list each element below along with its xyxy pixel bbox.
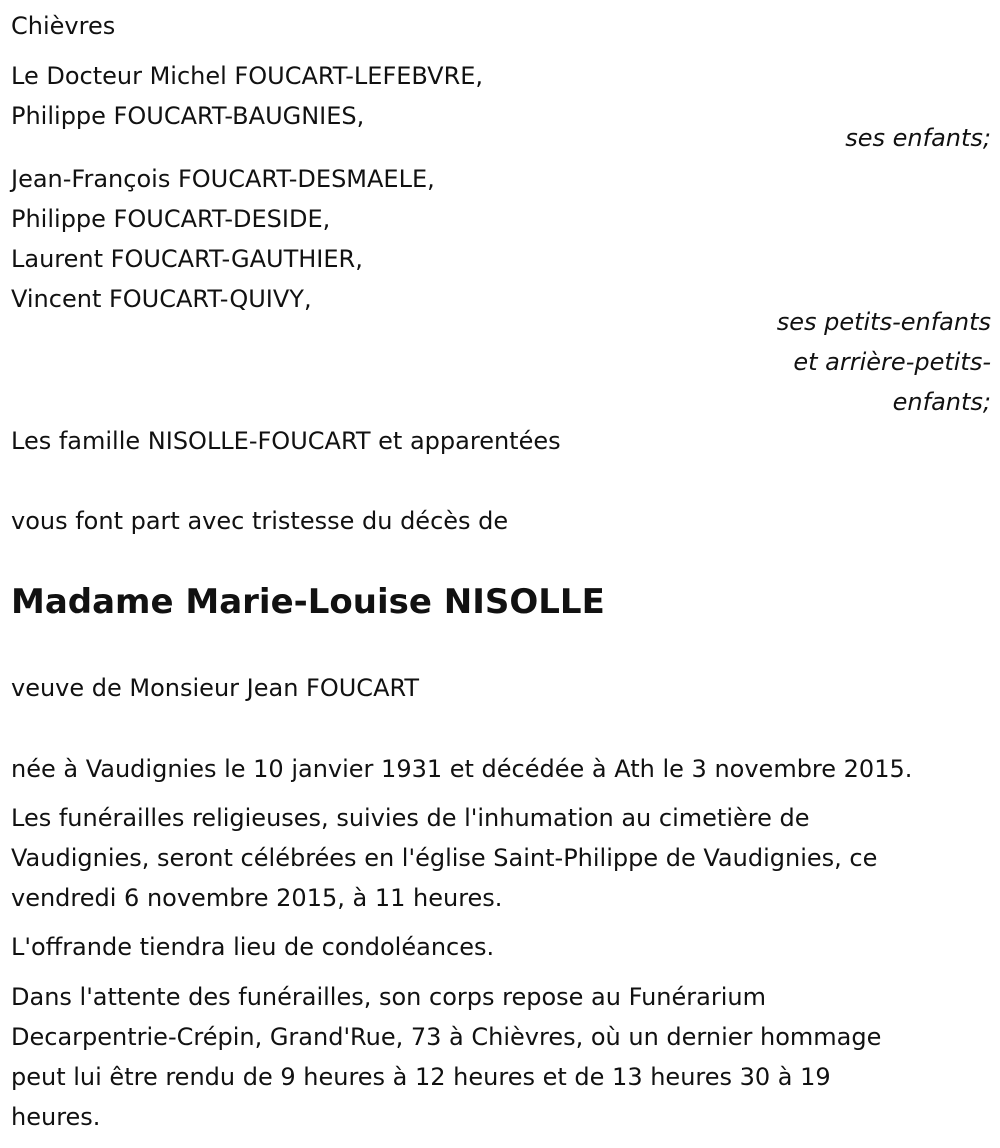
grandchildren-role-line-2: et arrière-petits- (793, 348, 991, 376)
visitation-line-3: peut lui être rendu de 9 heures à 12 heures et de 13 heures 30 à 19 (11, 1063, 831, 1091)
grandchild-name-1: Jean-François FOUCART-DESMAELE, (11, 165, 435, 193)
deceased-name: Madame Marie-Louise NISOLLE (11, 582, 605, 622)
grandchild-name-2: Philippe FOUCART-DESIDE, (11, 205, 331, 233)
visitation-line-4: heures. (11, 1103, 101, 1131)
visitation-line-2: Decarpentrie-Crépin, Grand'Rue, 73 à Chièvres, où un dernier hommage (11, 1023, 882, 1051)
grandchild-name-3: Laurent FOUCART-GAUTHIER, (11, 245, 363, 273)
visitation-line-1: Dans l'attente des funérailles, son corps repose au Funérarium (11, 983, 766, 1011)
child-name-2: Philippe FOUCART-BAUGNIES, (11, 102, 365, 130)
families-text: Les famille NISOLLE-FOUCART et apparentées (11, 427, 561, 455)
offering-text: L'offrande tiendra lieu de condoléances. (11, 933, 495, 961)
funeral-line-2: Vaudignies, seront célébrées en l'église Saint-Philippe de Vaudignies, ce (11, 844, 878, 872)
funeral-line-1: Les funérailles religieuses, suivies de l'inhumation au cimetière de (11, 804, 810, 832)
funeral-line-3: vendredi 6 novembre 2015, à 11 heures. (11, 884, 503, 912)
children-role: ses enfants; (845, 124, 991, 152)
widow-of-text: veuve de Monsieur Jean FOUCART (11, 674, 420, 702)
announcement-text: vous font part avec tristesse du décès de (11, 507, 509, 535)
birth-death-text: née à Vaudignies le 10 janvier 1931 et décédée à Ath le 3 novembre 2015. (11, 755, 913, 783)
grandchild-name-4: Vincent FOUCART-QUIVY, (11, 285, 312, 313)
grandchildren-role-line-3: enfants; (892, 388, 991, 416)
grandchildren-role-line-1: ses petits-enfants (776, 308, 991, 336)
child-name-1: Le Docteur Michel FOUCART-LEFEBVRE, (11, 62, 484, 90)
location-text: Chièvres (11, 12, 116, 40)
